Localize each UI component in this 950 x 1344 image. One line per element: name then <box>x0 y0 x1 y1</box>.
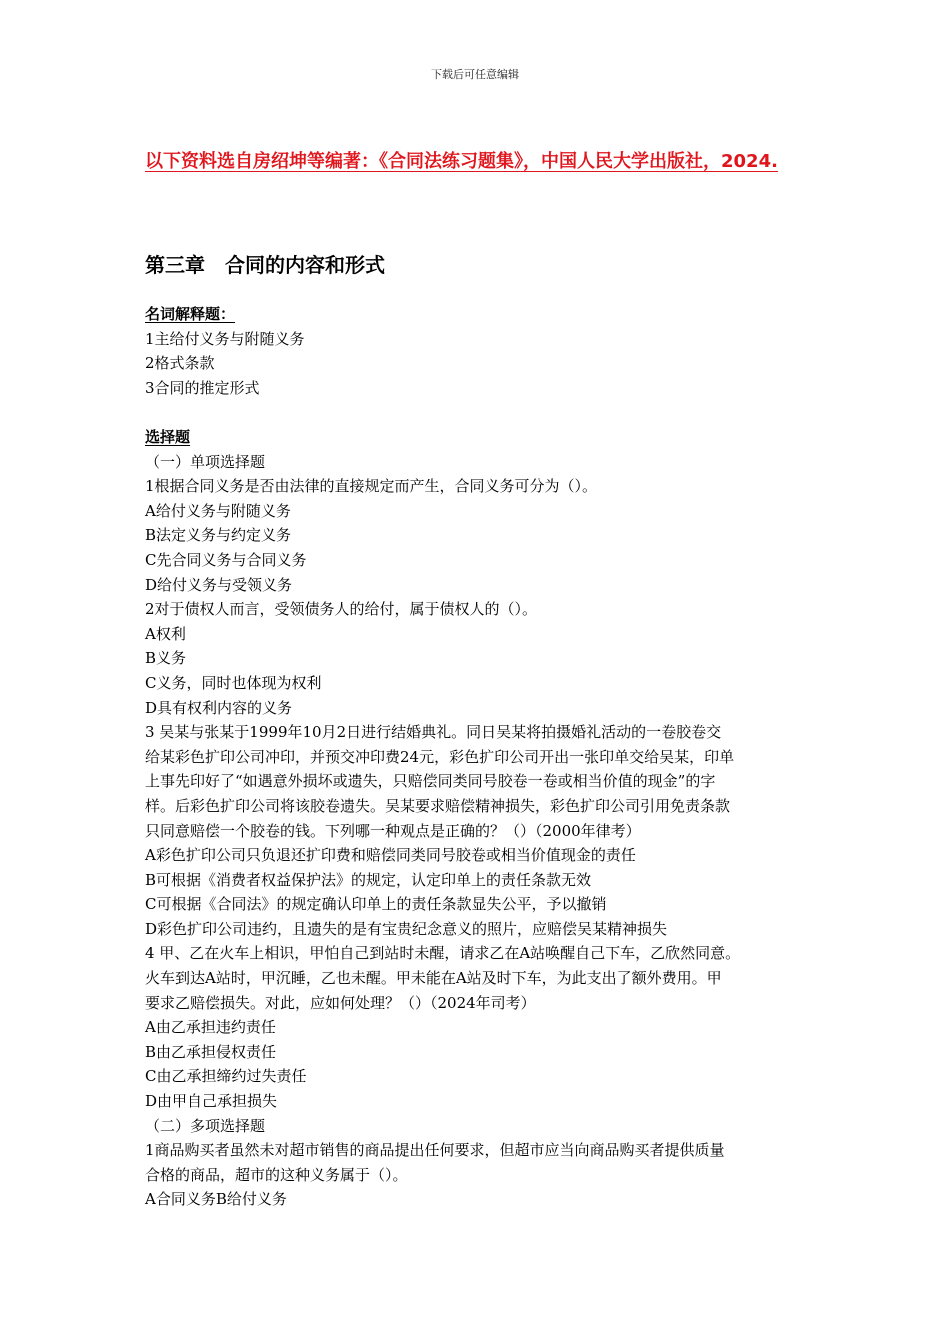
chapter-title: 第三章 合同的内容和形式 <box>145 253 385 277</box>
options-line: A合同义务B给付义务 <box>145 1190 287 1209</box>
choices-section <box>145 425 817 1212</box>
source-note: 以下资料选自房绍坤等编著：《合同法练习题集》，中国人民大学出版社，2024. <box>145 151 778 172</box>
question-text-line: 合格的商品，超市的这种义务属于（）。 <box>145 1165 408 1184</box>
option-a: A权利 <box>145 624 186 643</box>
option-c: C可根据《合同法》的规定确认印单上的责任条款显失公平，予以撤销 <box>145 895 607 914</box>
option-d: D给付义务与受领义务 <box>145 575 293 594</box>
option-a: A由乙承担违约责任 <box>145 1018 276 1037</box>
question-text-line: 火车到达A站时，甲沉睡，乙也未醒。甲未能在A站及时下车，为此支出了额外费用。甲 <box>145 969 722 988</box>
option-d: D彩色扩印公司违约，且遗失的是有宝贵纪念意义的照片，应赔偿吴某精神损失 <box>145 919 668 938</box>
question-text-line: 给某彩色扩印公司冲印，并预交冲印费24元，彩色扩印公司开出一张印单交给吴某，印单 <box>145 747 735 766</box>
term-item: 1主给付义务与附随义务 <box>145 329 305 348</box>
option-b: B可根据《消费者权益保护法》的规定，认定印单上的责任条款无效 <box>145 870 592 889</box>
choices-heading: 选择题 <box>145 428 191 446</box>
option-b: B由乙承担侵权责任 <box>145 1042 277 1061</box>
page-header: 下载后可任意编辑 <box>431 68 519 81</box>
option-c: C先合同义务与合同义务 <box>145 550 307 569</box>
question-stem: 2对于债权人而言，受领债务人的给付，属于债权人的（）。 <box>145 600 538 619</box>
multi-choice-heading: （二）多项选择题 <box>145 1116 266 1135</box>
question-stem: 1根据合同义务是否由法律的直接规定而产生，合同义务可分为（）。 <box>145 477 598 496</box>
single-choice-heading: （一）单项选择题 <box>145 452 266 471</box>
question-text-line: 3 吴某与张某于1999年10月2日进行结婚典礼。同日吴某将拍摄婚礼活动的一卷胶卷交 <box>145 723 722 742</box>
option-b: B法定义务与约定义务 <box>145 526 292 545</box>
term-item: 2格式条款 <box>145 354 215 373</box>
question-text-line: 1商品购买者虽然未对超市销售的商品提出任何要求，但超市应当向商品购买者提供质量 <box>145 1141 725 1160</box>
option-d: D由甲自己承担损失 <box>145 1092 278 1111</box>
question-text-line: 4 甲、乙在火车上相识，甲怕自己到站时未醒，请求乙在A站唤醒自己下车，乙欣然同意。 <box>145 944 741 963</box>
terms-heading: 名词解释题： <box>145 305 236 323</box>
option-d: D具有权利内容的义务 <box>145 698 293 717</box>
terms-section <box>145 302 817 400</box>
option-c: C义务，同时也体现为权利 <box>145 673 322 692</box>
question-text-line: 样。后彩色扩印公司将该胶卷遗失。吴某要求赔偿精神损失，彩色扩印公司引用免责条款 <box>145 796 731 815</box>
question-text-line: 只同意赔偿一个胶卷的钱。下列哪一种观点是正确的？（）（2000年律考） <box>145 821 641 840</box>
term-item: 3合同的推定形式 <box>145 378 260 397</box>
option-b: B义务 <box>145 649 187 668</box>
question-text-line: 要求乙赔偿损失。对此，应如何处理？（）（2024年司考） <box>145 993 536 1012</box>
option-a: A给付义务与附随义务 <box>145 501 291 520</box>
question-text-line: 上事先印好了“如遇意外损坏或遗失，只赔偿同类同号胶卷一卷或相当价值的现金”的字 <box>145 772 716 791</box>
option-a: A彩色扩印公司只负退还扩印费和赔偿同类同号胶卷或相当价值现金的责任 <box>145 846 636 865</box>
option-c: C由乙承担缔约过失责任 <box>145 1067 307 1086</box>
